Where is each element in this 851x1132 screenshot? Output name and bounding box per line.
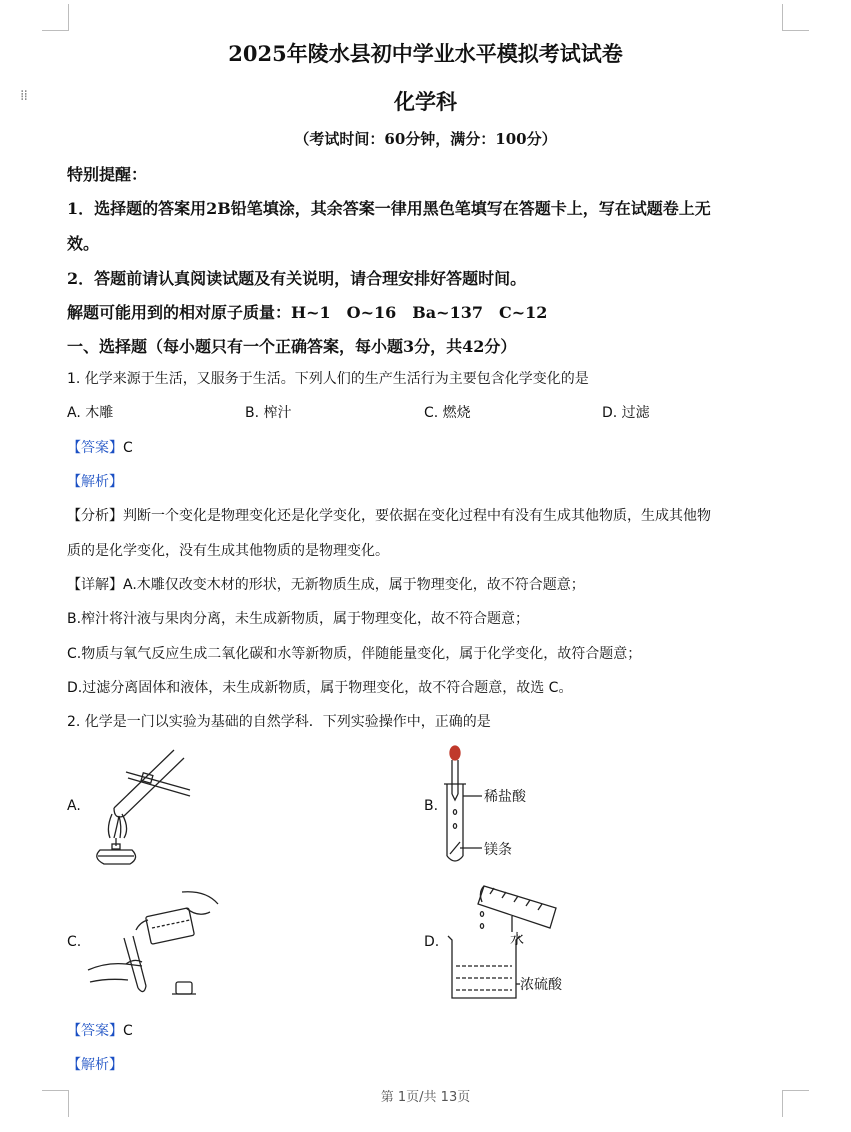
atomic-masses: 解题可能用到的相对原子质量：H~1 O~16 Ba~137 C~12 (67, 303, 548, 322)
label-dilute-hcl: 稀盐酸 (484, 789, 526, 805)
drag-handle-icon[interactable]: ⁞⁞ (20, 88, 27, 104)
question-1-answer (67, 437, 133, 457)
label-water: 水 (510, 932, 524, 948)
corner-mark-top-right (782, 4, 809, 31)
question-1-option-a: A. 木雕 (67, 405, 114, 421)
notice-item-1-line-2: 效。 (67, 234, 100, 253)
page-footer: 第 1页/共 13页 (380, 1090, 471, 1105)
detail-a-text: A.木雕仅改变木材的形状，无新物质生成，属于物理变化，故不符合题意； (123, 577, 585, 593)
label-conc-sulfuric-acid: 浓硫酸 (520, 977, 562, 993)
notice-heading: 特别提醒： (67, 165, 148, 184)
figure-d-diluting-acid (438, 880, 578, 1006)
corner-mark-top-left (42, 4, 69, 31)
page-title: 2025年陵水县初中学业水平模拟考试试卷 (228, 41, 623, 66)
question-2-stem: 2. 化学是一门以实验为基础的自然学科．下列实验操作中，正确的是 (67, 714, 491, 730)
question-1-detail-d: D.过滤分离固体和液体，未生成新物质，属于物理变化，故不符合题意，故选 C。 (67, 680, 573, 696)
question-2-analysis-tag: 【解析】 (67, 1057, 123, 1073)
fenxi-tag: 【分析】 (67, 508, 123, 524)
question-1-detail-c: C.物质与氧气反应生成二氧化碳和水等新物质，伴随能量变化，属于化学变化，故符合题意； (67, 646, 642, 662)
subject-title: 化学科 (394, 89, 457, 114)
answer-value: C (123, 1023, 133, 1039)
question-2-option-a-label: A. (67, 798, 81, 814)
question-2-answer (67, 1020, 133, 1040)
question-1-fenxi-line-2: 质的是化学变化，没有生成其他物质的是物理变化。 (67, 543, 389, 559)
exam-info: （考试时间：60分钟，满分：100分） (294, 130, 557, 148)
question-2-option-c-label: C. (67, 934, 82, 950)
question-1-option-b: B. 榨汁 (245, 405, 292, 421)
figure-b-dropper-test-tube (438, 744, 568, 866)
answer-tag: 【答案】 (67, 1023, 123, 1039)
question-2-option-d-label: D. (424, 934, 440, 950)
notice-item-1-line-1: 1．选择题的答案用2B铅笔填涂，其余答案一律用黑色笔填写在答题卡上，写在试题卷上无 (67, 199, 711, 218)
question-1-option-d: D. 过滤 (602, 405, 650, 421)
question-1-fenxi-line-1 (67, 505, 711, 525)
label-magnesium-strip: 镁条 (484, 842, 512, 858)
question-2-option-b-label: B. (424, 798, 439, 814)
answer-tag: 【答案】 (67, 440, 123, 456)
question-1-detail-a (67, 574, 585, 594)
question-1-analysis-tag: 【解析】 (67, 474, 123, 490)
answer-value: C (123, 440, 133, 456)
figure-a-heating-test-tube (86, 744, 196, 866)
notice-item-2: 2．答题前请认真阅读试题及有关说明，请合理安排好答题时间。 (67, 269, 527, 288)
figure-c-pouring-liquid (86, 888, 222, 1000)
question-1-stem: 1. 化学来源于生活，又服务于生活。下列人们的生产生活行为主要包含化学变化的是 (67, 371, 589, 387)
question-1-option-c: C. 燃烧 (424, 405, 471, 421)
question-1-detail-b: B.榨汁将汁液与果肉分离，未生成新物质，属于物理变化，故不符合题意； (67, 611, 530, 627)
detail-tag: 【详解】 (67, 577, 123, 593)
section-heading: 一、选择题（每小题只有一个正确答案，每小题3分，共42分） (67, 337, 517, 356)
fenxi-text: 判断一个变化是物理变化还是化学变化，要依据在变化过程中有没有生成其他物质，生成其他物 (123, 508, 711, 524)
